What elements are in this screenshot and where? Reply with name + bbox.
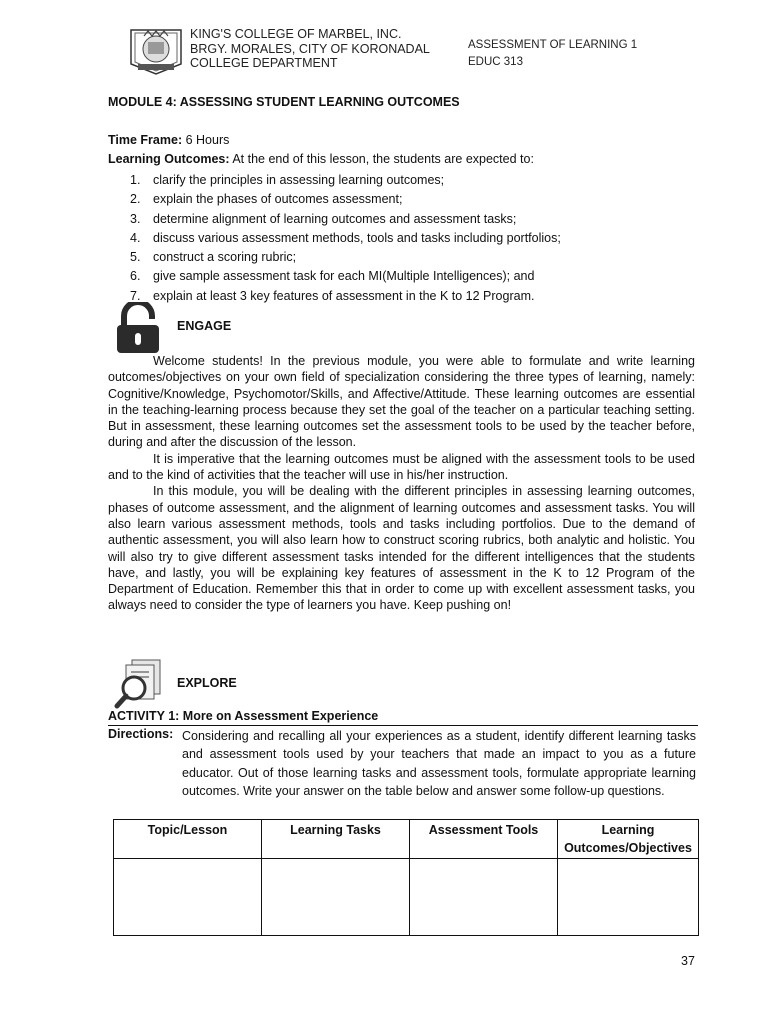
- list-item: 6. give sample assessment task for each MI(Multiple Intelligences); and: [130, 269, 535, 284]
- learning-outcomes-list: [130, 171, 561, 306]
- list-item: 3. determine alignment of learning outcomes and assessment tasks;: [130, 211, 517, 226]
- unlocked-padlock-icon: [114, 302, 162, 354]
- school-address: BRGY. MORALES, CITY OF KORONADAL: [190, 41, 430, 56]
- school-department: COLLEGE DEPARTMENT: [190, 56, 338, 70]
- activity-title: ACTIVITY 1: More on Assessment Experience: [108, 709, 379, 723]
- page-number: 37: [681, 954, 695, 968]
- school-seal-icon: [128, 24, 184, 76]
- column-header: Assessment Tools: [410, 820, 558, 859]
- time-frame-label: Time Frame:: [108, 133, 183, 147]
- table-cell[interactable]: [558, 859, 699, 936]
- list-item: 7. explain at least 3 key features of assessment in the K to 12 Program.: [130, 288, 535, 303]
- explore-heading: EXPLORE: [177, 676, 237, 690]
- table-cell[interactable]: [410, 859, 558, 936]
- table-header-row: [114, 820, 699, 859]
- list-item: 5. construct a scoring rubric;: [130, 250, 297, 265]
- school-name: KING'S COLLEGE OF MARBEL, INC.: [190, 27, 402, 41]
- course-code: EDUC 313: [468, 56, 523, 68]
- column-header: Learning Tasks: [262, 820, 410, 859]
- list-item: 2. explain the phases of outcomes assessment;: [130, 192, 403, 207]
- engage-paragraph: Welcome students! In the previous module, you were able to formulate and write learning outcomes/objectives on your own field of specialization considering the three types of learning, namely: Cognitive/Knowledge, Psychomotor/Skills, and Affective/Attitude. These learning outcomes are essential in the teaching-learning process because they set the goal of the teacher on a particular teaching setting. But in assessment, these learning outcomes set the assessment tools to be used by the teacher before, during and after the discussion of the lesson.: [108, 354, 695, 450]
- course-block: [468, 37, 637, 71]
- school-name-block: [190, 27, 430, 71]
- learning-outcomes-intro: [108, 152, 534, 166]
- table-cell[interactable]: [114, 859, 262, 936]
- activity-divider: [108, 725, 698, 726]
- engage-paragraph: In this module, you will be dealing with the different principles in assessing learning outcomes, phases of outcome assessment, and the alignment of learning outcomes and assessment tasks. You will also learn various assessment methods, tools and tasks including portfolios. Due to the demand of authentic assessment, you will also learn how to construct scoring rubrics, both analytic and holistic. You will also try to give different assessment tasks intended for the different intelligences that the students have, and lastly, you will be explaining key features of assessment in the K to 12 Program of the Department of Education. Remember this that in order to come up with excellent assessment tasks, you always need to consider the type of learners you have. Keep pushing on!: [108, 484, 695, 613]
- magnifier-document-icon: [114, 658, 164, 710]
- time-frame: [108, 133, 229, 147]
- column-header: Learning Outcomes/Objectives: [558, 820, 699, 859]
- module-title: MODULE 4: ASSESSING STUDENT LEARNING OUTCOMES: [108, 95, 460, 109]
- column-header: Topic/Lesson: [114, 820, 262, 859]
- learning-outcomes-label: Learning Outcomes:: [108, 152, 230, 166]
- list-item: 1. clarify the principles in assessing learning outcomes;: [130, 173, 445, 187]
- table-row: [114, 859, 699, 936]
- engage-body: [108, 353, 695, 614]
- activity-table: [113, 819, 699, 936]
- directions-label: Directions:: [108, 727, 174, 741]
- learning-outcomes-intro-text: At the end of this lesson, the students are expected to:: [232, 152, 534, 166]
- engage-paragraph: It is imperative that the learning outcomes must be aligned with the assessment tools to be used and to the kind of activities that the teacher will use in his/her instruction.: [108, 451, 695, 483]
- course-title: ASSESSMENT OF LEARNING 1: [468, 39, 638, 51]
- engage-heading: ENGAGE: [177, 319, 232, 333]
- directions-text: Considering and recalling all your experiences as a student, identify different learning tasks and assessment tools used by your teachers that made an impact to you as a future educator. Out of those learning tasks and assessment tools, formulate appropriate learning outcomes. Write your answer on the table below and answer some follow-up questions.: [182, 729, 696, 799]
- table-cell[interactable]: [262, 859, 410, 936]
- time-frame-value: 6 Hours: [185, 133, 230, 147]
- list-item: 4. discuss various assessment methods, tools and tasks including portfolios;: [130, 230, 561, 245]
